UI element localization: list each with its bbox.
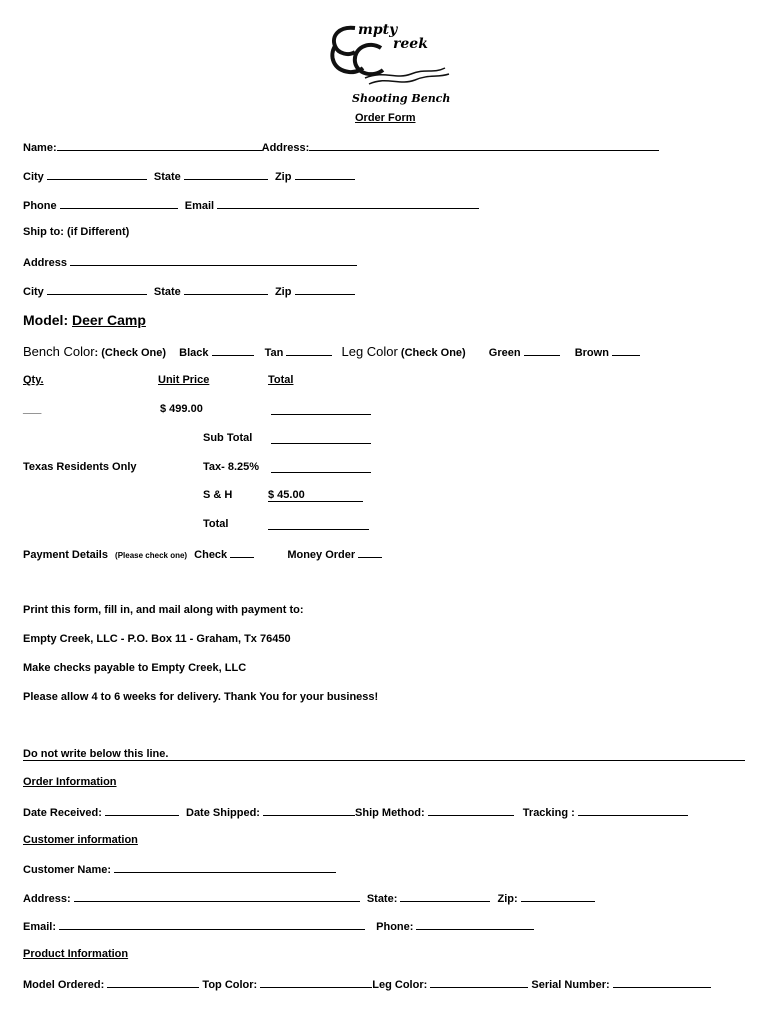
payment-hint: (Please check one) <box>115 551 188 560</box>
ship-address-label: Address <box>23 257 68 269</box>
model-ordered-label: Model Ordered: <box>23 979 105 991</box>
customer-name-label: Customer Name: <box>23 864 112 876</box>
ship-zip-label: Zip <box>274 286 292 298</box>
address-field[interactable] <box>309 140 659 151</box>
do-not-write-label: Do not write below this line. <box>23 748 169 760</box>
qty-field[interactable]: ___ <box>23 403 42 415</box>
total-header: Total <box>268 374 294 386</box>
top-color-label: Top Color: <box>202 979 258 991</box>
email-field[interactable] <box>217 198 479 209</box>
leg-option-green: Green <box>488 347 521 359</box>
tax-field[interactable] <box>271 462 371 473</box>
texas-note: Texas Residents Only <box>23 461 137 473</box>
line-total-field[interactable] <box>271 404 371 415</box>
bench-option-black: Black <box>179 347 209 359</box>
city-label: City <box>23 171 44 183</box>
name-label: Name: <box>23 142 57 154</box>
office-state-label: State: <box>366 893 398 905</box>
instruction-delivery: Please allow 4 to 6 weeks for delivery. Thank You for your business! <box>23 691 379 703</box>
tracking-label: Tracking : <box>522 807 575 819</box>
phone-field[interactable] <box>60 198 178 209</box>
ship-city-field[interactable] <box>47 284 147 295</box>
tax-label: Tax- 8.25% <box>203 461 260 473</box>
subtotal-field[interactable] <box>271 433 371 444</box>
zip-label: Zip <box>274 171 292 183</box>
leg-option-brown: Brown <box>574 347 609 359</box>
unit-price-value: $ 499.00 <box>160 403 203 415</box>
office-leg-color-field[interactable] <box>430 977 528 988</box>
customer-info-header: Customer information <box>23 834 138 846</box>
address-label: Address: <box>261 142 310 154</box>
logo <box>325 18 455 108</box>
zip-field[interactable] <box>295 169 355 180</box>
sh-label: S & H <box>203 489 233 501</box>
bench-option-tan: Tan <box>264 347 284 359</box>
instruction-payable: Make checks payable to Empty Creek, LLC <box>23 662 247 674</box>
leg-color-hint: (Check One) <box>400 347 466 359</box>
subtotal-label: Sub Total <box>203 432 253 444</box>
bench-color-label: Bench Color <box>23 344 95 359</box>
ship-method-label: Ship Method: <box>355 807 425 819</box>
date-shipped-field[interactable] <box>263 805 355 816</box>
state-field[interactable] <box>184 169 268 180</box>
bench-color-hint: : (Check One) <box>94 347 167 359</box>
office-email-label: Email: <box>23 921 57 933</box>
ship-state-label: State <box>153 286 181 298</box>
name-row <box>23 140 659 154</box>
bench-tan-checkbox[interactable] <box>286 345 332 356</box>
phone-label: Phone <box>23 200 57 212</box>
tracking-field[interactable] <box>578 805 688 816</box>
ship-to-label: Ship to: (if Different) <box>23 226 130 238</box>
payment-row <box>23 547 382 561</box>
office-leg-color-label: Leg Color: <box>372 979 428 991</box>
instruction-address: Empty Creek, LLC - P.O. Box 11 - Graham, Tx 76450 <box>23 633 291 645</box>
ship-state-field[interactable] <box>184 284 268 295</box>
sh-amount: $ 45.00 <box>268 489 305 501</box>
logo-word-creek: reek <box>393 36 428 52</box>
payment-money-order-label: Money Order <box>287 549 356 561</box>
order-info-row <box>23 805 688 819</box>
office-email-field[interactable] <box>59 919 365 930</box>
product-info-header: Product Information <box>23 948 129 960</box>
top-color-field[interactable] <box>260 977 372 988</box>
model-label: Model: <box>23 312 69 328</box>
order-info-header: Order Information <box>23 776 117 788</box>
ship-address-field[interactable] <box>70 255 357 266</box>
ship-method-field[interactable] <box>428 805 514 816</box>
ship-address-row <box>23 255 357 269</box>
ship-city-label: City <box>23 286 44 298</box>
unit-price-header: Unit Price <box>158 374 210 386</box>
city-row <box>23 169 355 183</box>
phone-row <box>23 198 479 212</box>
office-address-label: Address: <box>23 893 71 905</box>
date-received-label: Date Received: <box>23 807 102 819</box>
model-row <box>23 312 146 328</box>
model-value: Deer Camp <box>72 312 146 328</box>
date-shipped-label: Date Shipped: <box>186 807 260 819</box>
serial-number-label: Serial Number: <box>531 979 610 991</box>
city-field[interactable] <box>47 169 147 180</box>
customer-name-field[interactable] <box>114 862 336 873</box>
bench-black-checkbox[interactable] <box>212 345 254 356</box>
email-label: Email <box>184 200 215 212</box>
office-zip-label: Zip: <box>497 893 518 905</box>
office-zip-field[interactable] <box>521 891 595 902</box>
leg-brown-checkbox[interactable] <box>612 345 640 356</box>
form-title: Order Form <box>355 112 416 124</box>
model-ordered-field[interactable] <box>107 977 199 988</box>
office-address-field[interactable] <box>74 891 360 902</box>
sh-value <box>268 489 363 502</box>
office-phone-label: Phone: <box>376 921 414 933</box>
total-label: Total <box>203 518 229 530</box>
ship-city-row <box>23 284 355 298</box>
serial-number-field[interactable] <box>613 977 711 988</box>
office-email-row <box>23 919 534 933</box>
logo-word-empty: mpty <box>358 22 398 38</box>
leg-green-checkbox[interactable] <box>524 345 560 356</box>
office-state-field[interactable] <box>400 891 490 902</box>
do-not-write-row <box>23 748 745 761</box>
payment-check-field[interactable] <box>230 547 254 558</box>
qty-header: Qty. <box>23 374 44 386</box>
grand-total-field[interactable] <box>268 519 369 530</box>
color-row <box>23 344 640 359</box>
instruction-print: Print this form, fill in, and mail along with payment to: <box>23 604 304 616</box>
payment-label: Payment Details <box>23 549 108 561</box>
payment-check-label: Check <box>194 549 228 561</box>
customer-name-row <box>23 862 336 876</box>
office-address-row <box>23 891 595 905</box>
name-field[interactable] <box>57 140 262 151</box>
state-label: State <box>153 171 181 183</box>
leg-color-label: Leg Color <box>341 344 398 359</box>
logo-tagline: Shooting Bench <box>352 92 451 105</box>
payment-money-order-field[interactable] <box>358 547 382 558</box>
date-received-field[interactable] <box>105 805 179 816</box>
product-info-row <box>23 977 711 991</box>
ship-zip-field[interactable] <box>295 284 355 295</box>
office-phone-field[interactable] <box>416 919 534 930</box>
